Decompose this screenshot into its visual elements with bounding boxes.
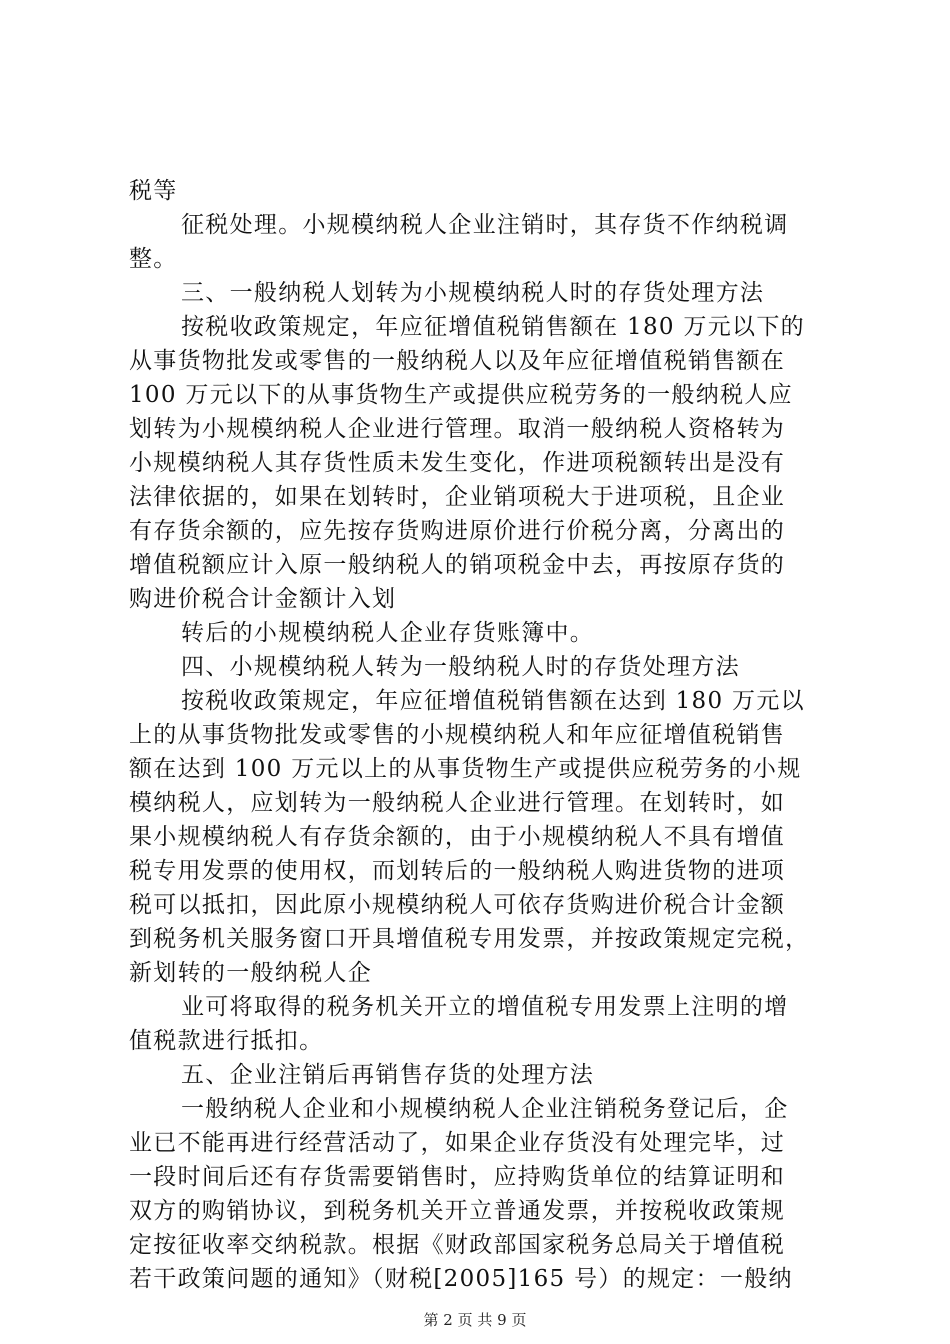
text-line: 双方的购销协议，到税务机关开立普通发票，并按税收政策规 xyxy=(129,1198,786,1224)
text-line: 划转为小规模纳税人企业进行管理。取消一般纳税人资格转为 xyxy=(129,416,786,442)
section-heading: 三、一般纳税人划转为小规模纳税人时的存货处理方法 xyxy=(181,280,765,306)
text-line: 增值税额应计入原一般纳税人的销项税金中去，再按原存货的 xyxy=(129,552,786,578)
text-line: 一段时间后还有存货需要销售时，应持购货单位的结算证明和 xyxy=(129,1164,786,1190)
text-line: 模纳税人，应划转为一般纳税人企业进行管理。在划转时，如 xyxy=(129,790,786,816)
text-line: 一般纳税人企业和小规模纳税人企业注销税务登记后，企 xyxy=(181,1096,789,1122)
page-footer: 第 2 页 共 9 页 xyxy=(423,1311,527,1329)
text-line: 若干政策问题的通知》（财税[2005]165 号）的规定：一般纳 xyxy=(129,1266,793,1292)
text-line: 购进价税合计金额计入划 xyxy=(129,586,397,612)
text-line: 100 万元以下的从事货物生产或提供应税劳务的一般纳税人应 xyxy=(129,382,793,408)
section-heading: 四、小规模纳税人转为一般纳税人时的存货处理方法 xyxy=(181,654,740,680)
text-line: 值税款进行抵扣。 xyxy=(129,1028,324,1054)
text-line: 额在达到 100 万元以上的从事货物生产或提供应税劳务的小规 xyxy=(129,756,802,782)
text-line: 征税处理。小规模纳税人企业注销时，其存货不作纳税调 xyxy=(181,212,789,238)
text-line: 按税收政策规定，年应征增值税销售额在达到 180 万元以 xyxy=(181,688,805,714)
text-line: 业可将取得的税务机关开立的增值税专用发票上注明的增 xyxy=(181,994,789,1020)
text-line: 法律依据的，如果在划转时，企业销项税大于进项税，且企业 xyxy=(129,484,786,510)
section-heading: 五、企业注销后再销售存货的处理方法 xyxy=(181,1062,595,1088)
text-line: 整。 xyxy=(129,246,178,272)
text-line: 税专用发票的使用权，而划转后的一般纳税人购进货物的进项 xyxy=(129,858,786,884)
text-line: 定按征收率交纳税款。根据《财政部国家税务总局关于增值税 xyxy=(129,1232,786,1258)
text-line: 业已不能再进行经营活动了，如果企业存货没有处理完毕，过 xyxy=(129,1130,786,1156)
text-line: 新划转的一般纳税人企 xyxy=(129,960,372,986)
text-line: 到税务机关服务窗口开具增值税专用发票，并按政策规定完税， xyxy=(129,926,810,952)
text-line: 税等 xyxy=(129,178,178,204)
text-line: 转后的小规模纳税人企业存货账簿中。 xyxy=(181,620,595,646)
text-line: 果小规模纳税人有存货余额的，由于小规模纳税人不具有增值 xyxy=(129,824,786,850)
text-line: 小规模纳税人其存货性质未发生变化，作进项税额转出是没有 xyxy=(129,450,786,476)
text-line: 按税收政策规定，年应征增值税销售额在 180 万元以下的 xyxy=(181,314,805,340)
text-line: 上的从事货物批发或零售的小规模纳税人和年应征增值税销售 xyxy=(129,722,786,748)
text-line: 从事货物批发或零售的一般纳税人以及年应征增值税销售额在 xyxy=(129,348,786,374)
text-line: 税可以抵扣，因此原小规模纳税人可依存货购进价税合计金额 xyxy=(129,892,786,918)
text-line: 有存货余额的，应先按存货购进原价进行价税分离，分离出的 xyxy=(129,518,786,544)
